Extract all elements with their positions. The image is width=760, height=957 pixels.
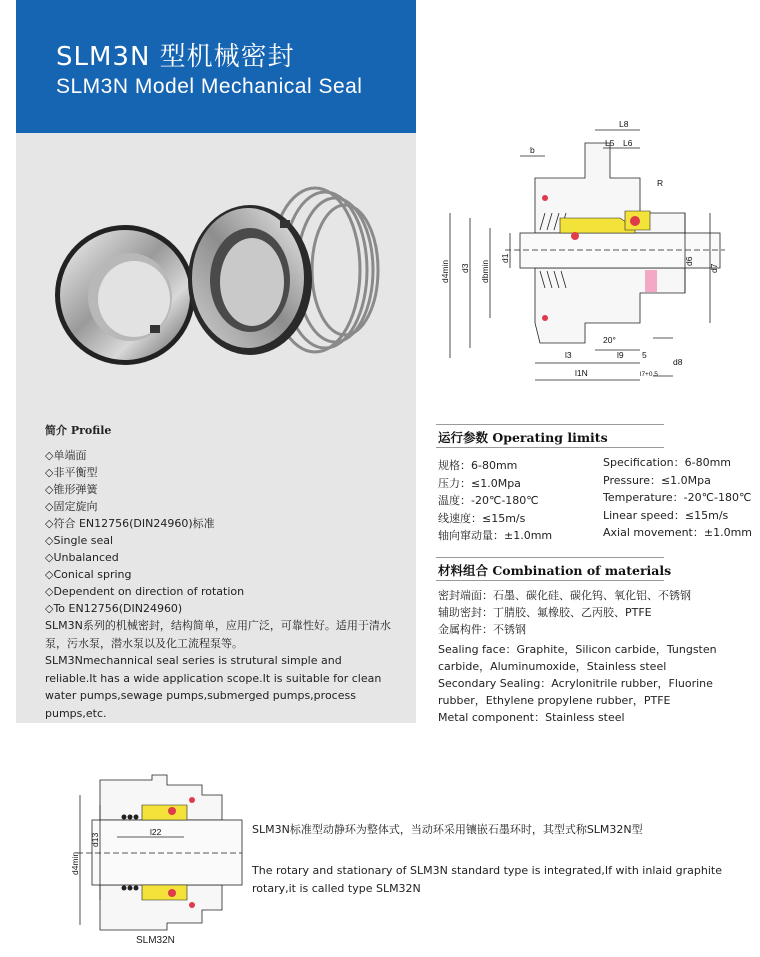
profile-desc-cn: SLM3N系列的机械密封，结构简单，应用广泛，可靠性好。适用于清水泵，污水泵，潜水泵以及化工流程泵等。	[45, 619, 391, 650]
bottom-desc-cn: SLM3N标准型动静环为整体式，当动环采用镶嵌石墨环时，其型式称SLM32N型	[252, 823, 643, 836]
operating-cn-item: 线速度：≤15m/s	[438, 511, 526, 525]
dim-d4min-small: d4min	[70, 851, 80, 875]
dim-L6: L6	[623, 138, 633, 148]
slm32n-caption: SLM32N	[136, 935, 175, 946]
bottom-desc-en: The rotary and stationary of SLM3N standard type is integrated,If with inlaid graphite rotary,it is called type SLM32N	[252, 864, 722, 895]
operating-cn	[438, 457, 552, 545]
materials-cn-item: 金属构件：不锈钢	[438, 623, 526, 636]
profile-list	[45, 447, 390, 617]
profile-title: 简介 Profile	[45, 424, 112, 437]
profile-item: ◇单端面	[45, 449, 87, 462]
stationary-ring	[55, 225, 195, 365]
dim-d7: d7	[709, 263, 719, 273]
seal-cross-section-diagram	[435, 118, 735, 383]
page-header	[16, 0, 416, 133]
materials-cn	[438, 587, 738, 638]
dim-b: b	[530, 145, 535, 155]
materials-en-item: Sealing face：Graphite，Silicon carbide，Tungsten carbide，Aluminumoxide，Stainless steel	[438, 643, 717, 673]
dim-l22: l22	[150, 827, 162, 837]
operating-en-item: Specification：6-80mm	[603, 456, 732, 469]
dim-angle: 20°	[603, 335, 616, 345]
dim-l3: l3	[565, 350, 572, 360]
dim-d3: d3	[460, 263, 470, 273]
operating-cn-item: 压力：≤1.0Mpa	[438, 476, 521, 490]
profile-item: ◇Unbalanced	[45, 551, 119, 564]
operating-cn-item: 温度：-20℃-180℃	[438, 494, 539, 507]
divider	[436, 580, 664, 581]
profile-item: ◇Single seal	[45, 534, 114, 547]
profile-item: ◇符合 EN12756(DIN24960)标准	[45, 517, 215, 530]
product-photo	[30, 165, 400, 395]
operating-en-item: Pressure：≤1.0Mpa	[603, 473, 711, 487]
materials-en-item: Metal component：Stainless steel	[438, 711, 625, 724]
divider	[436, 447, 664, 448]
dim-d13: d13	[90, 832, 100, 847]
dim-d1: d1	[500, 253, 510, 263]
dim-d4min: d4min	[440, 259, 450, 283]
profile-item: ◇Conical spring	[45, 568, 132, 581]
dim-d8: d8	[673, 357, 683, 367]
divider	[436, 557, 664, 558]
dim-d6: d6	[684, 256, 694, 266]
divider	[436, 424, 664, 425]
operating-cn-item: 轴向窜动量：±1.0mm	[438, 529, 553, 542]
dim-R: R	[657, 178, 664, 188]
operating-cn-item: 规格：6-80mm	[438, 459, 518, 472]
materials-en	[438, 641, 738, 726]
profile-desc-en: SLM3Nmechannical seal series is strutural simple and reliable.It has a wide application scope.It is suitable for clean water pumps,sewage pumps,submerged pumps,process pumps,etc.	[45, 654, 382, 720]
profile-item: ◇Dependent on direction of rotation	[45, 585, 245, 598]
dim-dbmin: dbmin	[480, 259, 490, 283]
rotary-ring	[188, 205, 312, 355]
materials-en-item: Secondary Sealing：Acrylonitrile rubber，Fluorine rubber，Ethylene propylene rubber，PTFE	[438, 677, 713, 707]
profile-item: ◇To EN12756(DIN24960)	[45, 602, 183, 615]
materials-title: 材料组合 Combination of materials	[438, 563, 672, 578]
operating-en-item: Temperature：-20℃-180℃	[603, 491, 752, 504]
dim-l9: l9	[617, 350, 624, 360]
dim-l1N: l1N	[575, 368, 588, 378]
title-en: SLM3N Model Mechanical Seal	[56, 75, 363, 98]
slm32n-diagram	[72, 775, 247, 935]
profile-description	[45, 617, 395, 722]
operating-en	[603, 454, 752, 542]
title-cn: SLM3N 型机械密封	[56, 42, 295, 72]
profile-item: ◇锥形弹簧	[45, 483, 98, 496]
materials-cn-item: 密封端面：石墨、碳化硅、碳化钨、氧化铝、不锈钢	[438, 589, 691, 602]
profile-item: ◇固定旋向	[45, 500, 98, 513]
dim-l7: l7+0.5	[640, 371, 658, 378]
operating-en-item: Linear speed：≤15m/s	[603, 508, 729, 522]
operating-title: 运行参数 Operating limits	[438, 430, 608, 445]
dim-5: 5	[642, 350, 647, 360]
dim-L8: L8	[619, 119, 629, 129]
materials-cn-item: 辅助密封：丁腈胶、氟橡胶、乙丙胶、PTFE	[438, 606, 652, 619]
operating-en-item: Axial movement：±1.0mm	[603, 526, 753, 539]
profile-item: ◇非平衡型	[45, 466, 98, 479]
dim-L5: L5	[605, 138, 615, 148]
